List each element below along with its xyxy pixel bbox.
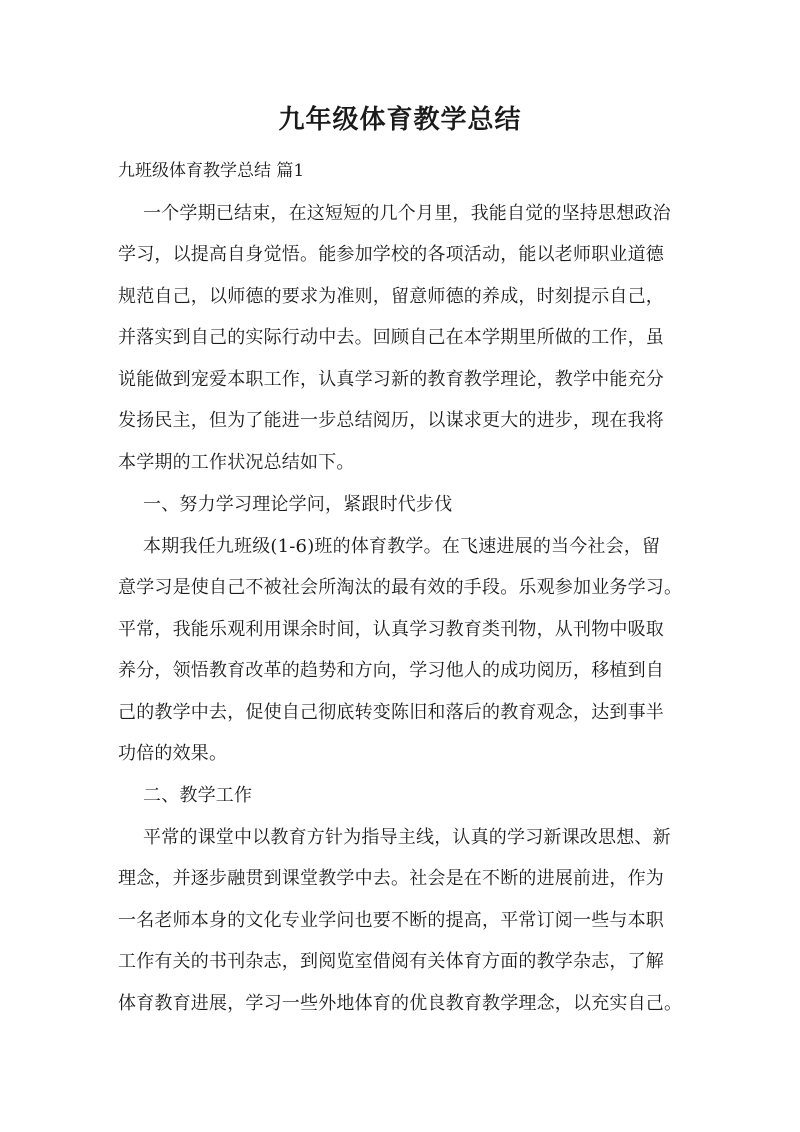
section-subtitle: 九班级体育教学总结 篇1 xyxy=(118,161,305,181)
paragraph-line: 己的教学中去，促使自己彻底转变陈旧和落后的教育观念，达到事半 xyxy=(118,702,664,723)
paragraph-line: 体育教育进展，学习一些外地体育的优良教育教学理念，以充实自己。 xyxy=(118,993,683,1014)
paragraph-line: 理念，并逐步融贯到课堂教学中去。社会是在不断的进展前进，作为 xyxy=(118,868,664,889)
page-title: 九年级体育教学总结 xyxy=(278,105,522,135)
paragraph-line: 本学期的工作状况总结如下。 xyxy=(118,452,355,473)
paragraph-line: 一个学期已结束，在这短短的几个月里，我能自觉的坚持思想政治 xyxy=(143,203,671,224)
paragraph-line: 规范自己，以师德的要求为准则，留意师德的养成，时刻提示自己， xyxy=(118,286,664,307)
section-heading: 一、努力学习理论学问，紧跟时代步伐 xyxy=(143,494,453,515)
paragraph-line: 平常的课堂中以教育方针为指导主线，认真的学习新课改思想、新 xyxy=(143,827,671,848)
paragraph-line: 说能做到宠爱本职工作，认真学习新的教育教学理论，教学中能充分 xyxy=(118,369,664,390)
paragraph-line: 并落实到自己的实际行动中去。回顾自己在本学期里所做的工作，虽 xyxy=(118,327,664,348)
section-heading: 二、教学工作 xyxy=(143,785,253,806)
paragraph-line: 养分，领悟教育改革的趋势和方向，学习他人的成功阅历，移植到自 xyxy=(118,660,664,681)
paragraph-line: 本期我任九班级(1-6)班的体育教学。在飞速进展的当今社会，留 xyxy=(143,536,661,557)
paragraph-line: 发扬民主，但为了能进一步总结阅历，以谋求更大的进步，现在我将 xyxy=(118,410,664,431)
paragraph-line: 功倍的效果。 xyxy=(118,743,228,764)
paragraph-line: 工作有关的书刊杂志，到阅览室借阅有关体育方面的教学杂志，了解 xyxy=(118,951,664,972)
paragraph-line: 一名老师本身的文化专业学问也要不断的提高，平常订阅一些与本职 xyxy=(118,910,664,931)
paragraph-line: 学习，以提高自身觉悟。能参加学校的各项活动，能以老师职业道德 xyxy=(118,244,664,265)
paragraph-line: 意学习是使自己不被社会所淘汰的最有效的手段。乐观参加业务学习。 xyxy=(118,577,683,598)
paragraph-line: 平常，我能乐观利用课余时间，认真学习教育类刊物，从刊物中吸取 xyxy=(118,619,664,640)
